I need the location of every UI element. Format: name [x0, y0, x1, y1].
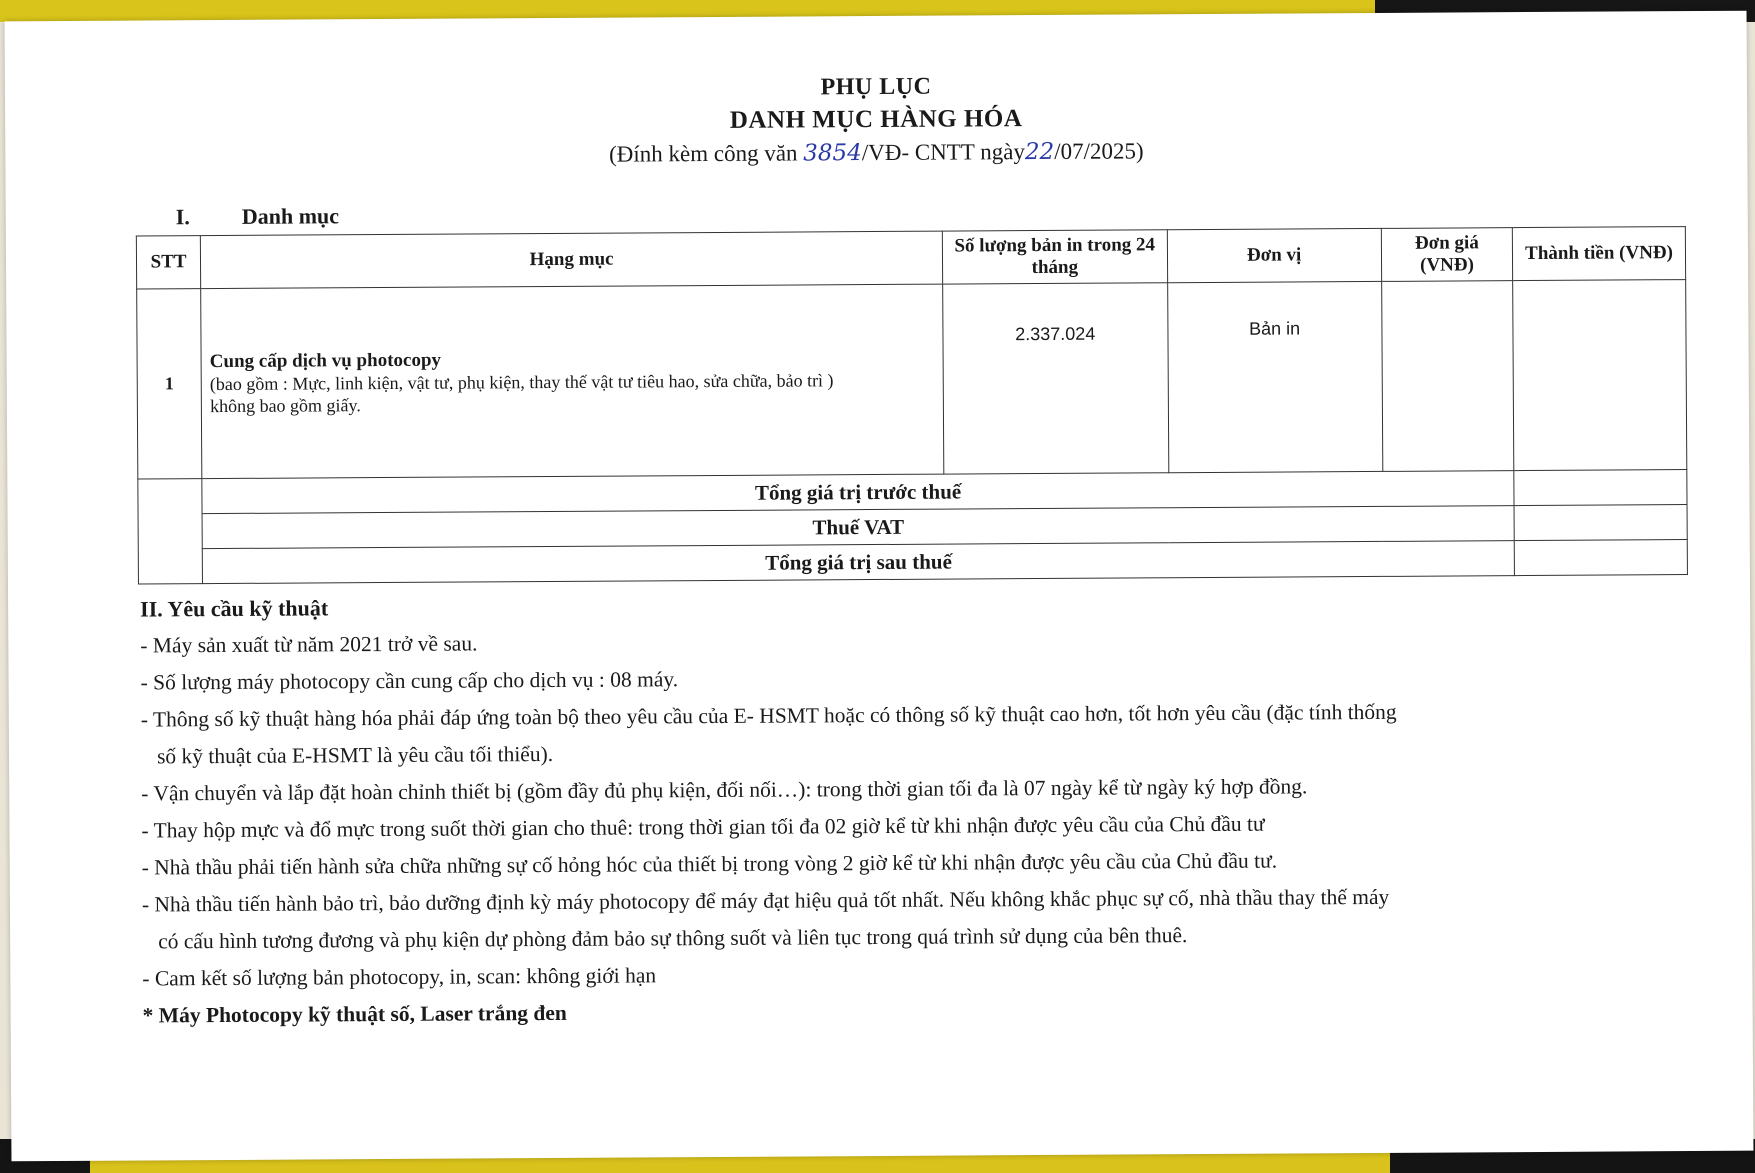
requirement-line: - Số lượng máy photocopy cần cung cấp cho dịch vụ : 08 máy. [140, 667, 679, 695]
header-unit: Đơn vị [1167, 228, 1382, 282]
total-after-tax-value [1514, 540, 1687, 576]
requirement-line-cont: có cấu hình tương đương và phụ kiện dự phòng đảm bảo sự thông suốt và liên tục trong quá trình sử dụng của bên thuê. [158, 923, 1188, 954]
attachment-line [5, 135, 1747, 172]
requirement-line: - Nhà thầu phải tiến hành sửa chữa những sự cố hỏng hóc của thiết bị trong vòng 2 giờ kể từ khi nhận được yêu cầu của Chủ đầu tư. [141, 848, 1278, 880]
header-quantity: Số lượng bản in trong 24 tháng [942, 230, 1167, 284]
header-stt: STT [136, 236, 200, 289]
header-amount: Thành tiền (VNĐ) [1512, 227, 1685, 281]
requirement-line-cont: số kỹ thuật của E-HSMT là yêu cầu tối thiểu). [156, 741, 554, 769]
row-unit: Bản in [1167, 281, 1382, 472]
total-before-tax-value [1514, 470, 1687, 506]
handwritten-doc-number: 3854 [803, 140, 862, 167]
total-after-tax-label: Tổng giá trị sau thuế [202, 541, 1514, 584]
total-before-tax-label: Tổng giá trị trước thuế [202, 471, 1514, 514]
totals-stt-cell [138, 479, 203, 584]
row-item-title: Cung cấp dịch vụ photocopy [209, 349, 442, 372]
section-1-title: Danh mục [241, 203, 340, 229]
row-item-desc-2: không bao gồm giấy. [209, 394, 361, 416]
machine-type-note: * Máy Photocopy kỹ thuật số, Laser trắng đen [142, 1000, 567, 1028]
document-page [5, 11, 1754, 1162]
header-item: Hạng mục [200, 231, 942, 289]
requirement-line: - Thay hộp mực và đổ mực trong suốt thời gian cho thuê: trong thời gian tối đa 02 giờ kể từ khi nhận được yêu cầu của Chủ đầu tư [141, 811, 1265, 843]
row-quantity: 2.337.024 [943, 283, 1169, 474]
section-1-roman: I. [175, 204, 190, 230]
catalog-title: DANH MỤC HÀNG HÓA [729, 105, 1023, 134]
requirement-line: - Máy sản xuất từ năm 2021 trở về sau. [140, 631, 478, 658]
table-header-row [136, 227, 1685, 289]
section-1-heading [176, 203, 339, 230]
requirement-line: - Thông số kỹ thuật hàng hóa phải đáp ứng toàn bộ theo yêu cầu của E- HSMT hoặc có thông số kỹ thuật cao hơn, tốt hơn yêu cầu (đặc tính thống [140, 699, 1397, 732]
requirement-line: - Vận chuyển và lắp đặt hoàn chỉnh thiết bị (gồm đầy đủ phụ kiện, đối nối…): trong thời gian tối đa là 07 ngày kể từ ngày ký hợp đồng. [141, 774, 1308, 806]
requirement-line: - Cam kết số lượng bản photocopy, in, scan: không giới hạn [142, 963, 657, 991]
table-row [137, 280, 1687, 479]
row-item-cell [201, 284, 944, 479]
row-item-desc: (bao gồm : Mực, linh kiện, vật tư, phụ kiện, thay thế vật tư tiêu hao, sửa chữa, bảo trì ) [209, 369, 834, 394]
section-2-title: II. Yêu cầu kỹ thuật [140, 595, 329, 622]
header-unit-price: Đơn giá (VNĐ) [1381, 228, 1513, 282]
row-unit-price [1381, 281, 1514, 472]
appendix-title: PHỤ LỤC [820, 73, 932, 101]
section-2 [140, 581, 1643, 1034]
row-amount [1513, 280, 1687, 471]
vat-value [1514, 505, 1687, 541]
requirement-line: - Nhà thầu tiến hành bảo trì, bảo dưỡng định kỳ máy photocopy để máy đạt hiệu quả tốt nhất. Nếu không khắc phục sự cố, nhà thầu thay thế máy [141, 884, 1390, 917]
attachment-suffix: /07/2025) [1054, 138, 1144, 164]
catalog-table [136, 226, 1688, 584]
vat-label: Thuế VAT [202, 506, 1514, 549]
attachment-mid: /VĐ- CNTT ngày [861, 139, 1025, 166]
handwritten-day: 22 [1024, 138, 1055, 166]
attachment-prefix: (Đính kèm công văn [608, 140, 804, 167]
row-stt: 1 [137, 289, 202, 479]
